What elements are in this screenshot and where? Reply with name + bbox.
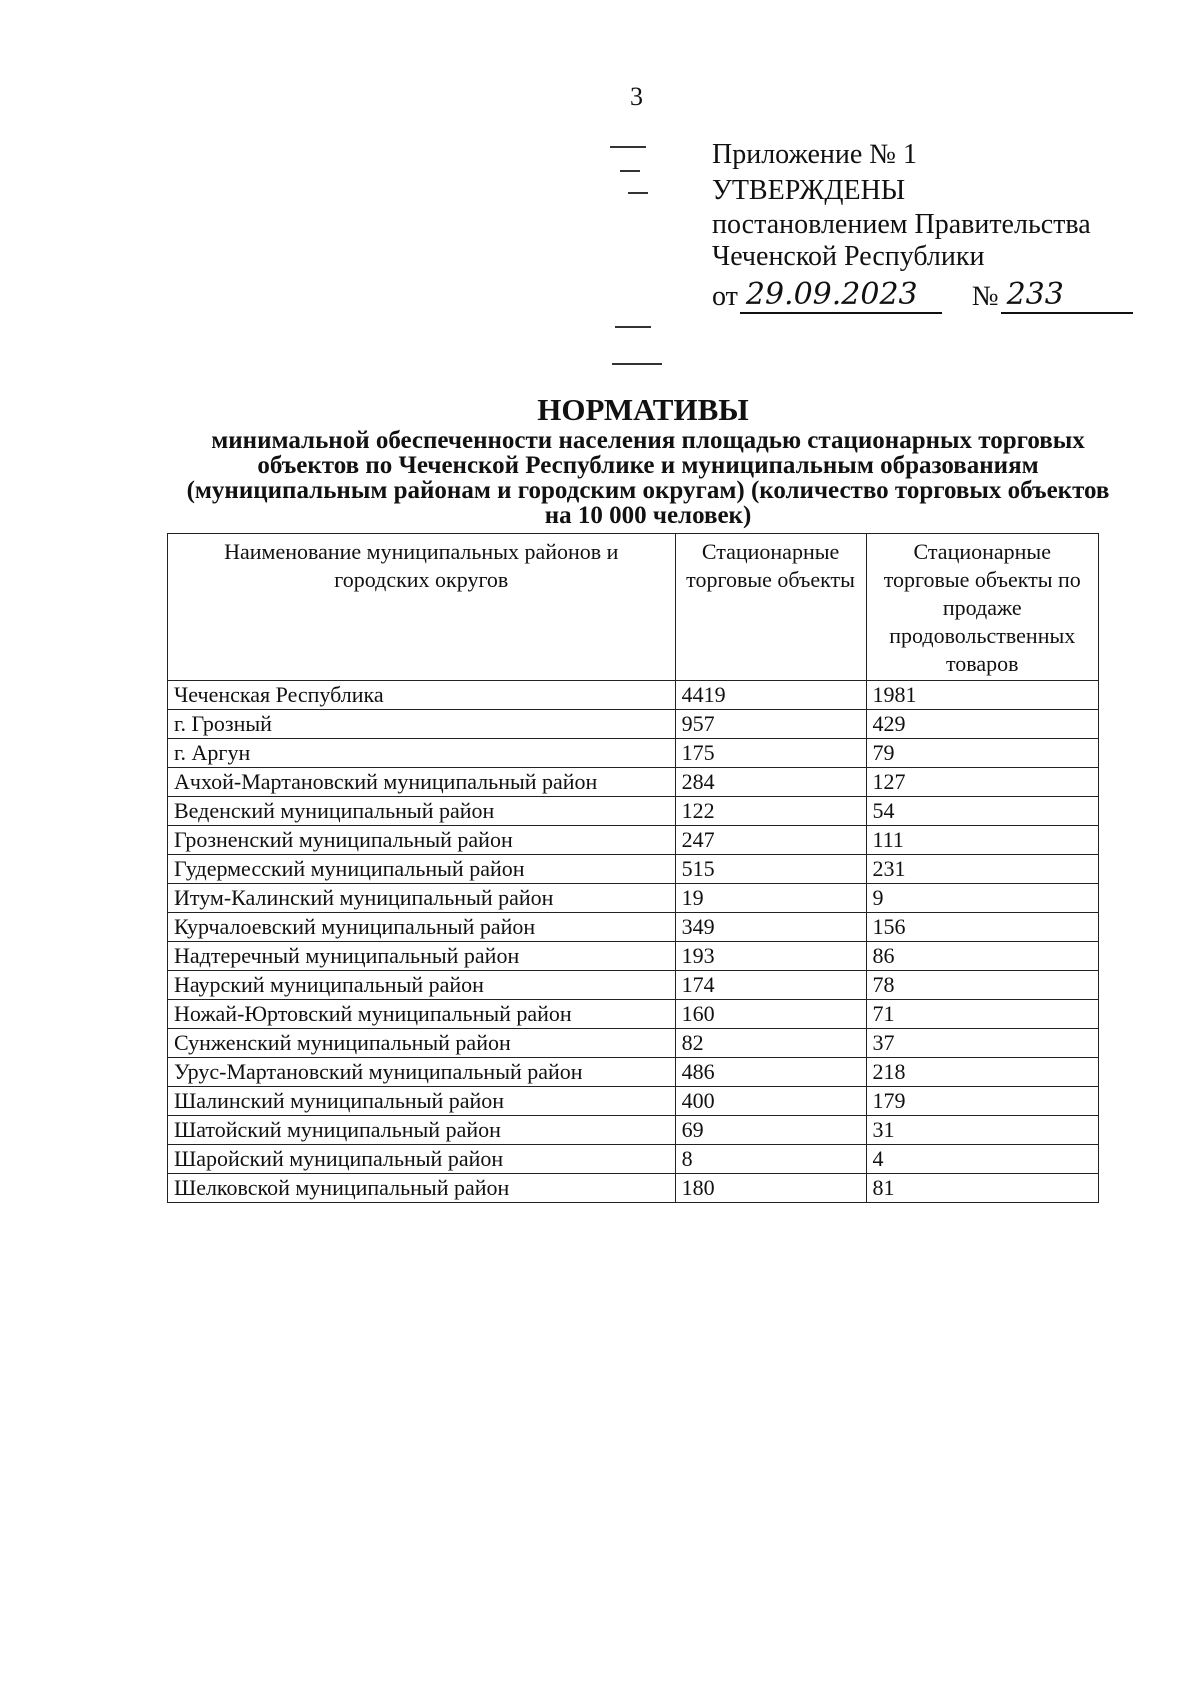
table-row bbox=[168, 739, 1099, 768]
cell-stationary: 174 bbox=[675, 971, 866, 1000]
handwritten-date: 29.09.2023 bbox=[740, 278, 942, 314]
cell-district: Шалинский муниципальный район bbox=[168, 1087, 676, 1116]
cell-stationary: 160 bbox=[675, 1000, 866, 1029]
cell-stationary: 19 bbox=[675, 884, 866, 913]
cell-food: 156 bbox=[866, 913, 1098, 942]
document-subtitle: минимальной обеспеченности населения площадью стационарных торговых объектов по Чеченской Республике и муниципальным образованиям (муниципальным районам и городским округам) (количество торговых объектов на 10 000 человек) bbox=[186, 427, 1110, 529]
cell-district: Шаройский муниципальный район bbox=[168, 1145, 676, 1174]
cell-district: Веденский муниципальный район bbox=[168, 797, 676, 826]
cell-food: 231 bbox=[866, 855, 1098, 884]
table-row bbox=[168, 681, 1099, 710]
table-row bbox=[168, 1058, 1099, 1087]
cell-district: Итум-Калинский муниципальный район bbox=[168, 884, 676, 913]
cell-food: 31 bbox=[866, 1116, 1098, 1145]
table-row bbox=[168, 1116, 1099, 1145]
table-row bbox=[168, 1029, 1099, 1058]
table-row bbox=[168, 855, 1099, 884]
header-stationary: Стационарные торговые объекты bbox=[675, 534, 866, 681]
cell-district: Надтеречный муниципальный район bbox=[168, 942, 676, 971]
cell-stationary: 486 bbox=[675, 1058, 866, 1087]
cell-stationary: 193 bbox=[675, 942, 866, 971]
cell-district: Курчалоевский муниципальный район bbox=[168, 913, 676, 942]
cell-food: 127 bbox=[866, 768, 1098, 797]
cell-district: Ножай-Юртовский муниципальный район bbox=[168, 1000, 676, 1029]
cell-food: 79 bbox=[866, 739, 1098, 768]
cell-district: г. Грозный bbox=[168, 710, 676, 739]
cell-food: 111 bbox=[866, 826, 1098, 855]
cell-stationary: 247 bbox=[675, 826, 866, 855]
cell-stationary: 122 bbox=[675, 797, 866, 826]
cell-food: 179 bbox=[866, 1087, 1098, 1116]
cell-district: Чеченская Республика bbox=[168, 681, 676, 710]
norms-table bbox=[167, 533, 1099, 1203]
stamp-mark bbox=[628, 192, 648, 194]
cell-district: Урус-Мартановский муниципальный район bbox=[168, 1058, 676, 1087]
cell-stationary: 515 bbox=[675, 855, 866, 884]
cell-stationary: 957 bbox=[675, 710, 866, 739]
stamp-mark bbox=[620, 170, 640, 172]
cell-stationary: 175 bbox=[675, 739, 866, 768]
cell-stationary: 349 bbox=[675, 913, 866, 942]
cell-district: Наурский муниципальный район bbox=[168, 971, 676, 1000]
cell-stationary: 180 bbox=[675, 1174, 866, 1203]
cell-stationary: 69 bbox=[675, 1116, 866, 1145]
cell-district: г. Аргун bbox=[168, 739, 676, 768]
document-title: НОРМАТИВЫ bbox=[537, 392, 749, 427]
cell-stationary: 8 bbox=[675, 1145, 866, 1174]
decree-line-1: постановлением Правительства bbox=[712, 209, 1091, 240]
cell-food: 4 bbox=[866, 1145, 1098, 1174]
cell-stationary: 284 bbox=[675, 768, 866, 797]
cell-food: 86 bbox=[866, 942, 1098, 971]
table-row bbox=[168, 826, 1099, 855]
cell-food: 71 bbox=[866, 1000, 1098, 1029]
table-row bbox=[168, 710, 1099, 739]
table-header-row bbox=[168, 534, 1099, 681]
table-row bbox=[168, 1145, 1099, 1174]
table-row bbox=[168, 942, 1099, 971]
header-food: Стационарные торговые объекты по продаже продовольственных товаров bbox=[866, 534, 1098, 681]
table-row bbox=[168, 797, 1099, 826]
table-row bbox=[168, 1000, 1099, 1029]
stamp-mark bbox=[610, 146, 646, 148]
cell-food: 1981 bbox=[866, 681, 1098, 710]
cell-district: Сунженский муниципальный район bbox=[168, 1029, 676, 1058]
table-row bbox=[168, 884, 1099, 913]
table-row bbox=[168, 768, 1099, 797]
table-row bbox=[168, 1174, 1099, 1203]
cell-district: Грозненский муниципальный район bbox=[168, 826, 676, 855]
cell-food: 218 bbox=[866, 1058, 1098, 1087]
table-row bbox=[168, 913, 1099, 942]
appendix-label: Приложение № 1 bbox=[712, 139, 917, 170]
approval-block bbox=[712, 138, 1133, 314]
cell-food: 78 bbox=[866, 971, 1098, 1000]
cell-food: 81 bbox=[866, 1174, 1098, 1203]
date-prefix: от bbox=[712, 281, 738, 312]
cell-district: Шатойский муниципальный район bbox=[168, 1116, 676, 1145]
date-number-line bbox=[712, 278, 1133, 314]
cell-district: Гудермесский муниципальный район bbox=[168, 855, 676, 884]
cell-food: 54 bbox=[866, 797, 1098, 826]
approved-label: УТВЕРЖДЕНЫ bbox=[712, 175, 906, 206]
handwritten-number: 233 bbox=[1001, 278, 1133, 314]
stamp-mark bbox=[612, 363, 662, 365]
cell-stationary: 4419 bbox=[675, 681, 866, 710]
table-row bbox=[168, 971, 1099, 1000]
stamp-mark bbox=[615, 326, 651, 328]
cell-food: 37 bbox=[866, 1029, 1098, 1058]
cell-stationary: 400 bbox=[675, 1087, 866, 1116]
table-row bbox=[168, 1087, 1099, 1116]
decree-line-2: Чеченской Республики bbox=[712, 241, 985, 272]
cell-district: Ачхой-Мартановский муниципальный район bbox=[168, 768, 676, 797]
cell-stationary: 82 bbox=[675, 1029, 866, 1058]
number-prefix: № bbox=[971, 281, 999, 312]
table-body bbox=[168, 681, 1099, 1203]
cell-food: 9 bbox=[866, 884, 1098, 913]
page-number: 3 bbox=[630, 82, 643, 111]
cell-food: 429 bbox=[866, 710, 1098, 739]
cell-district: Шелковской муниципальный район bbox=[168, 1174, 676, 1203]
header-district: Наименование муниципальных районов и городских округов bbox=[168, 534, 676, 681]
